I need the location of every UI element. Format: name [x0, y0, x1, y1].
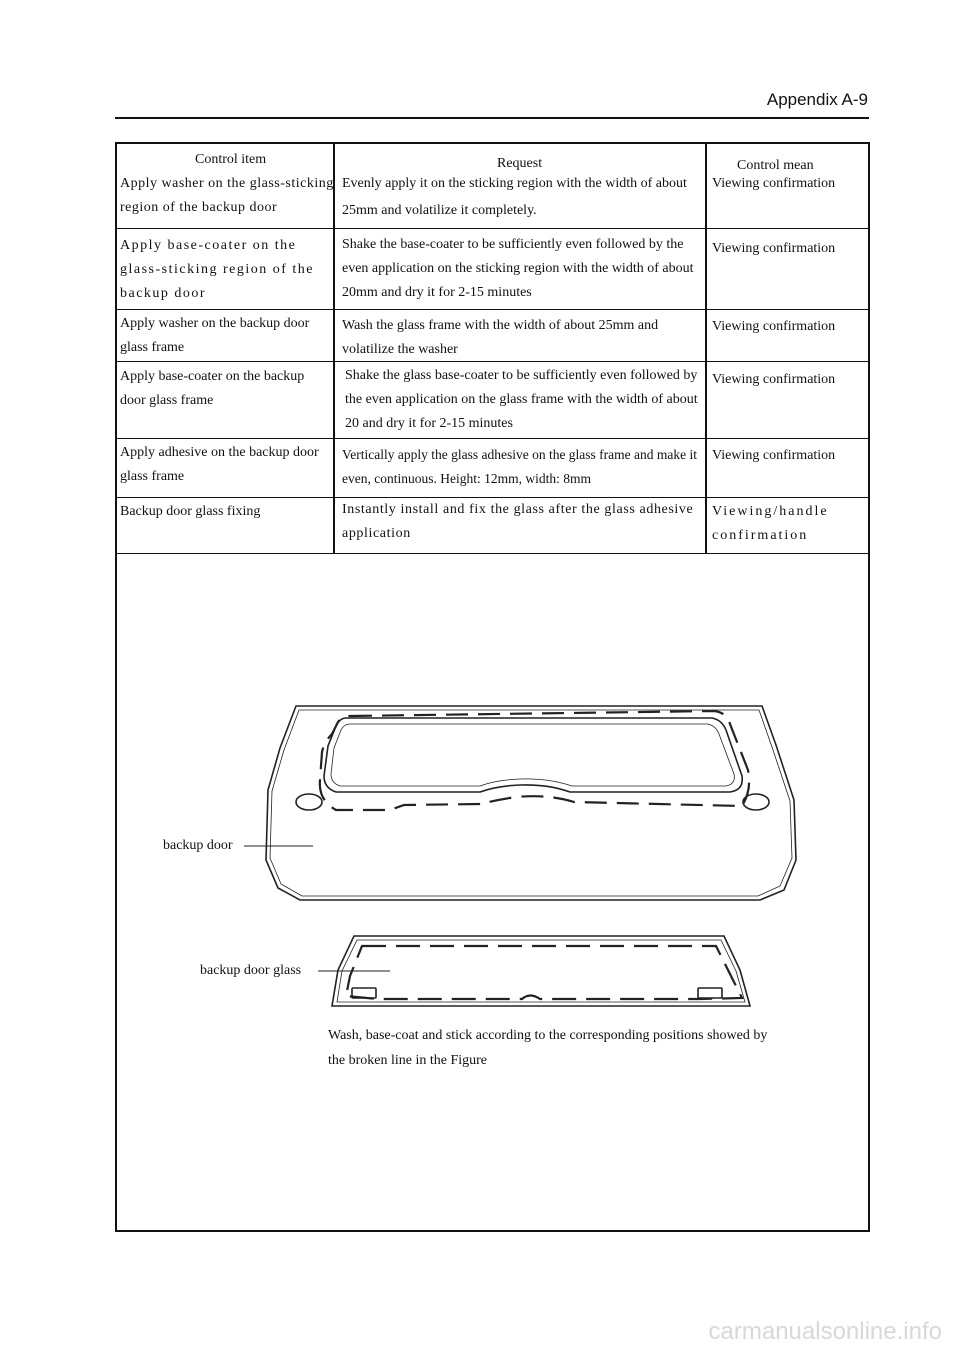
row-3-mean: Viewing confirmation [712, 319, 836, 334]
watermark: carmanualsonline.info [708, 1318, 942, 1345]
row-3-item: Apply washer on the backup door glass frame [120, 316, 310, 355]
label-backup-door: backup door [163, 838, 233, 853]
row-6-mean: Viewing/handle confirmation [712, 504, 829, 543]
backup-door-window-opening [324, 718, 742, 792]
page-header-title: Appendix A-9 [766, 90, 868, 109]
figure-caption: Wash, base-coat and stick according to the corresponding positions showed by the broken line in the Figure [328, 1028, 768, 1068]
backup-door-outline [266, 706, 796, 900]
backup-door-outline-inner [270, 710, 792, 896]
header-control-mean: Control mean [737, 158, 814, 173]
glass-adhesive-dashed-line [346, 946, 742, 999]
row-3-request: Wash the glass frame with the width of about 25mm and volatilize the washer [342, 318, 659, 357]
row-2-mean: Viewing confirmation [712, 241, 836, 256]
backup-door-window-inner [331, 724, 734, 786]
row-1-request: Evenly apply it on the sticking region with the width of about 25mm and volatilize it completely. [342, 176, 687, 218]
row-6-item: Backup door glass fixing [120, 504, 261, 519]
header-request: Request [497, 156, 543, 171]
row-1-item: Apply washer on the glass-sticking region of the backup door [120, 176, 334, 215]
door-left-hole [296, 794, 322, 810]
row-6-request: Instantly install and fix the glass after the glass adhesive application [342, 502, 694, 541]
row-2-request: Shake the base-coater to be sufficiently even followed by the even application on the sticking region with the width of about 20mm and dry it for 2-15 minutes [342, 237, 694, 300]
label-backup-door-glass: backup door glass [200, 963, 302, 978]
row-4-request: Shake the glass base-coater to be sufficiently even followed by the even application on the glass frame with the width of about 20 and dry it for 2-15 minutes [345, 368, 698, 431]
row-4-item: Apply base-coater on the backup door glass frame [120, 369, 305, 408]
row-5-mean: Viewing confirmation [712, 448, 836, 463]
row-4-mean: Viewing confirmation [712, 372, 836, 387]
row-5-request: Vertically apply the glass adhesive on the glass frame and make it even, continuous. Height: 12mm, width: 8mm [342, 447, 698, 486]
glass-right-clip [698, 988, 722, 998]
row-2-item: Apply base-coater on the glass-sticking region of the backup door [120, 238, 315, 301]
door-adhesive-dashed-line [320, 711, 749, 810]
backup-door-glass-inner [337, 940, 745, 1002]
row-5-item: Apply adhesive on the backup door glass frame [120, 445, 319, 484]
header-control-item: Control item [195, 152, 267, 167]
row-1-mean: Viewing confirmation [712, 176, 836, 191]
